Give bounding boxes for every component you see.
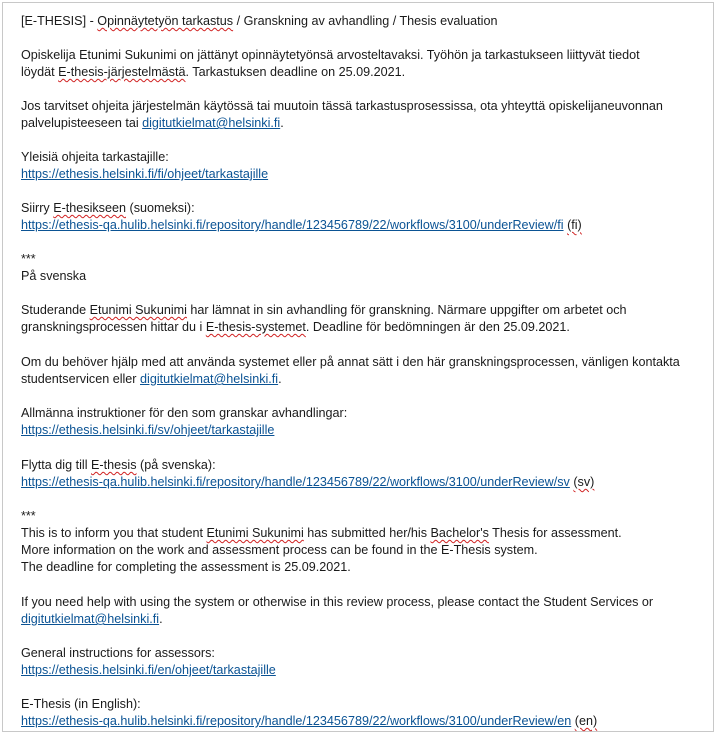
sv-paragraph-2: Om du behöver hjälp med att använda systemet eller på annat sätt i den här granskningsprocessen, vänligen kontakta — [21, 355, 680, 369]
en-paragraph-2: If you need help with using the system or otherwise in this review process, please contact the Student Services or — [21, 595, 654, 609]
fi-guide-link[interactable]: https://ethesis.helsinki.fi/fi/ohjeet/tarkastajille — [21, 167, 269, 181]
sv-email-link[interactable]: digitutkielmat@helsinki.fi — [140, 372, 279, 386]
en-guide-label: General instructions for assessors: — [21, 646, 215, 660]
subject-line: [E-THESIS] - Opinnäytetyön tarkastus / Granskning av avhandling / Thesis evaluation — [21, 14, 498, 28]
en-guide-link[interactable]: https://ethesis.helsinki.fi/en/ohjeet/tarkastajille — [21, 663, 276, 677]
en-paragraph-2-cont: digitutkielmat@helsinki.fi. — [21, 612, 163, 626]
sv-paragraph-2-cont: studentservicen eller digitutkielmat@helsinki.fi. — [21, 372, 282, 386]
fi-paragraph-1: Opiskelija Etunimi Sukunimi on jättänyt opinnäytetyönsä arvosteltavaksi. Työhön ja tarkastukseen liittyvät tiedot — [21, 48, 640, 62]
fi-email-link[interactable]: digitutkielmat@helsinki.fi — [142, 116, 281, 130]
en-email-link[interactable]: digitutkielmat@helsinki.fi — [21, 612, 160, 626]
sv-go-label: Flytta dig till E-thesis (på svenska): — [21, 458, 216, 472]
en-go-link-line: https://ethesis-qa.hulib.helsinki.fi/repository/handle/123456789/22/workflows/3100/underReview/en (en) — [21, 714, 598, 728]
en-paragraph-1-line3: The deadline for completing the assessment is 25.09.2021. — [21, 560, 351, 574]
en-paragraph-1: This is to inform you that student Etunimi Sukunimi has submitted her/his Bachelor's Thesis for assessment. — [21, 526, 622, 540]
separator-2: *** — [21, 509, 36, 523]
separator-1: *** — [21, 252, 36, 266]
fi-guide-label: Yleisiä ohjeita tarkastajille: — [21, 150, 169, 164]
en-paragraph-1-line2: More information on the work and assessment process can be found in the E-Thesis system. — [21, 543, 538, 557]
fi-paragraph-2-cont: palvelupisteeseen tai digitutkielmat@helsinki.fi. — [21, 116, 284, 130]
sv-go-link-line: https://ethesis-qa.hulib.helsinki.fi/repository/handle/123456789/22/workflows/3100/underReview/sv (sv) — [21, 475, 595, 489]
sv-go-link[interactable]: https://ethesis-qa.hulib.helsinki.fi/repository/handle/123456789/22/workflows/3100/underReview/sv — [21, 475, 570, 489]
fi-go-link[interactable]: https://ethesis-qa.hulib.helsinki.fi/repository/handle/123456789/22/workflows/3100/underReview/fi — [21, 218, 564, 232]
en-go-label: E-Thesis (in English): — [21, 697, 141, 711]
sv-paragraph-1: Studerande Etunimi Sukunimi har lämnat in sin avhandling för granskning. Närmare uppgifter om arbetet och — [21, 303, 627, 317]
sv-guide-link[interactable]: https://ethesis.helsinki.fi/sv/ohjeet/tarkastajille — [21, 423, 275, 437]
fi-paragraph-2: Jos tarvitset ohjeita järjestelmän käytössä tai muutoin tässä tarkastusprosessissa, ota yhteyttä opiskelijaneuvonnan — [21, 99, 663, 113]
sv-guide-label: Allmänna instruktioner för den som granskar avhandlingar: — [21, 406, 348, 420]
en-go-link[interactable]: https://ethesis-qa.hulib.helsinki.fi/repository/handle/123456789/22/workflows/3100/underReview/en — [21, 714, 572, 728]
fi-go-label: Siirry E-thesikseen (suomeksi): — [21, 201, 195, 215]
sv-paragraph-1-cont: granskningsprocessen hittar du i E-thesis-systemet. Deadline för bedömningen är den 25.09.2021. — [21, 320, 570, 334]
fi-go-link-line: https://ethesis-qa.hulib.helsinki.fi/repository/handle/123456789/22/workflows/3100/underReview/fi (fi) — [21, 218, 582, 232]
fi-paragraph-1-cont: löydät E-thesis-järjestelmästä. Tarkastuksen deadline on 25.09.2021. — [21, 65, 406, 79]
sv-heading: På svenska — [21, 269, 87, 283]
